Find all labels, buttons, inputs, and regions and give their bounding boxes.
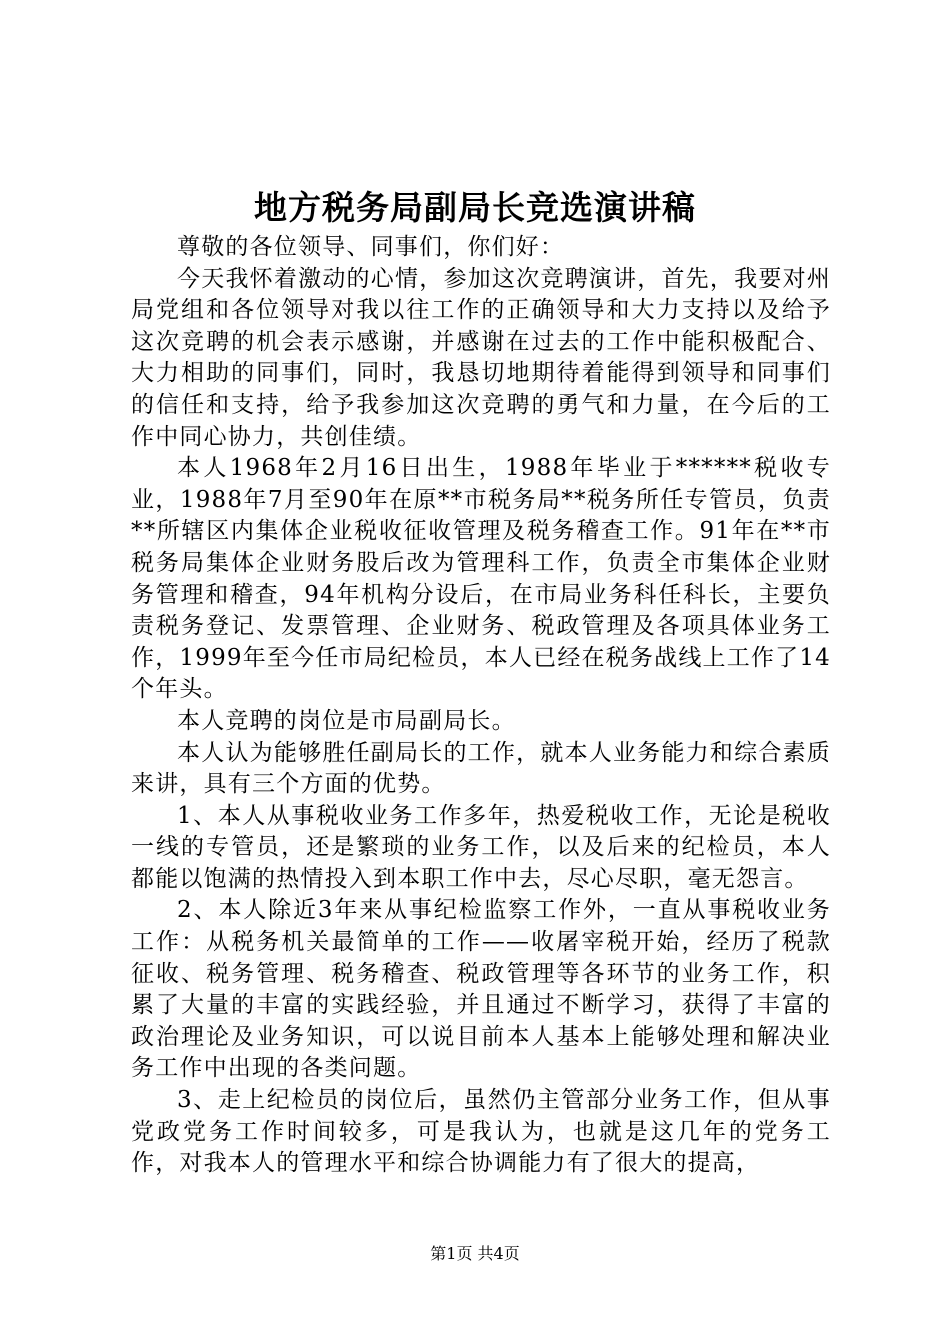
document-title: 地方税务局副局长竞选演讲稿	[254, 188, 696, 227]
background-paragraph: 本人1968年2月16日出生，1988年毕业于******税收专业，1988年7月至90年在原**市税务局**税务所任专管员，负责**所辖区内集体企业税收征收管理及税务稽查工作。91年在**市税务局集体企业财务股后改为管理科工作，负责全市集体企业财务管理和稽查，94年机构分设后，在市局业务科任科长，主要负责税务登记、发票管理、企业财务、税政管理及各项具体业务工作，1999年至今任市局纪检员，本人已经在税务战线上工作了14个年头。	[131, 455, 831, 703]
greeting-paragraph: 尊敬的各位领导、同事们，你们好：	[177, 234, 565, 260]
page-number-footer: 第1页 共4页	[430, 1244, 520, 1263]
advantage-1-paragraph: 1、本人从事税收业务工作多年，热爱税收工作，无论是税收一线的专管员，还是繁琐的业务工作，以及后来的纪检员，本人都能以饱满的热情投入到本职工作中去，尽心尽职，毫无怨言。	[131, 802, 831, 892]
position-paragraph: 本人竞聘的岗位是市局副局长。	[177, 707, 516, 734]
document-body	[131, 232, 831, 1180]
advantages-intro-paragraph: 本人认为能够胜任副局长的工作，就本人业务能力和综合素质来讲，具有三个方面的优势。	[131, 739, 831, 798]
intro-paragraph: 今天我怀着激动的心情，参加这次竞聘演讲，首先，我要对州局党组和各位领导对我以往工作的正确领导和大力支持以及给予这次竞聘的机会表示感谢，并感谢在过去的工作中能积极配合、大力相助的同事们，同时，我恳切地期待着能得到领导和同事们的信任和支持，给予我参加这次竞聘的勇气和力量，在今后的工作中同心协力，共创佳绩。	[131, 265, 831, 450]
advantage-3-paragraph: 3、走上纪检员的岗位后，虽然仍主管部分业务工作，但从事党政党务工作时间较多，可是我认为，也就是这几年的党务工作，对我本人的管理水平和综合协调能力有了很大的提高，	[131, 1087, 831, 1177]
advantage-2-paragraph: 2、本人除近3年来从事纪检监察工作外，一直从事税收业务工作：从税务机关最简单的工作——收屠宰税开始，经历了税款征收、税务管理、税务稽查、税政管理等各环节的业务工作，积累了大量的丰富的实践经验，并且通过不断学习，获得了丰富的政治理论及业务知识，可以说目前本人基本上能够处理和解决业务工作中出现的各类问题。	[131, 897, 831, 1082]
